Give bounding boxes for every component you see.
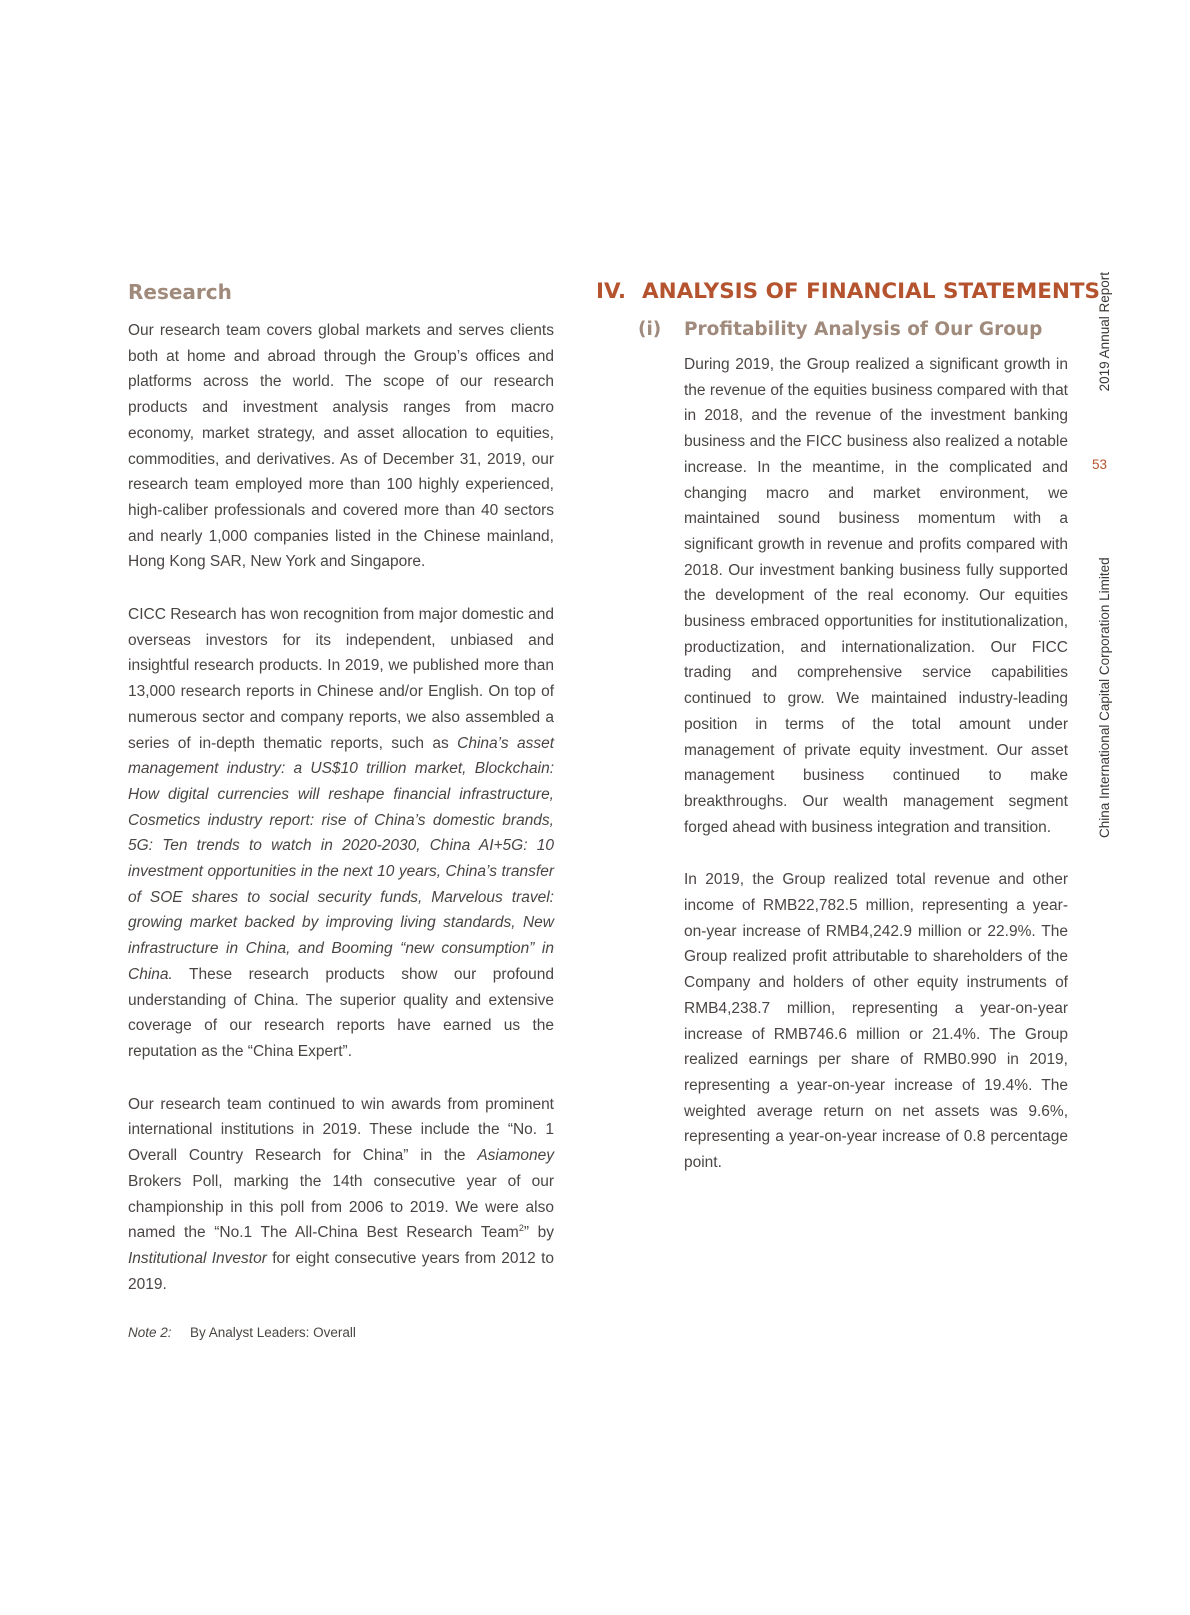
p3-text-d: for eight consecutive years from 2012 to 2019. xyxy=(128,1249,554,1293)
report-title: 2019 Annual Report xyxy=(1097,272,1112,392)
research-paragraph-1: Our research team covers global markets and serves clients both at home and abroad through the Group’s offices and platforms across the world. The scope of our research products and investment analysis ranges from macro economy, market strategy, and asset allocation to equities, commodities, and derivatives. As of December 31, 2019, our research team employed more than 100 highly experienced, high-caliber professionals and covered more than 40 sectors and nearly 1,000 companies listed in the Chinese mainland, Hong Kong SAR, New York and Singapore. xyxy=(128,322,554,571)
side-running-header xyxy=(1094,272,1116,852)
p2-report-titles: China’s asset management industry: a US$10 trillion market, Blockchain: How digital currencies will reshape financial infrastructure, Cosmetics industry report: rise of China’s domestic brands, 5G: Ten trends to watch in 2020-2030, China AI+5G: 10 investment opportunities in the next 10 years, China’s transfer of SOE shares to social security funds, Marvelous travel: growing market backed by improving living standards, New infrastructure in China, and Booming “new consumption” in China. xyxy=(128,734,555,983)
page-number: 53 xyxy=(1092,457,1108,472)
company-name: China International Capital Corporation Limited xyxy=(1097,557,1112,838)
p3-text-b: Brokers Poll, marking the 14th consecutive year of our championship in this poll from 2006 to 2019. We were also named the “No.1 The All-China Best Research Team xyxy=(128,1172,554,1242)
p2-outro: These research products show our profound understanding of China. The superior quality and extensive coverage of our research reports have earned us the reputation as the “China Expert”. xyxy=(128,965,554,1060)
footnote xyxy=(128,1324,554,1342)
subsection-heading xyxy=(596,318,1068,342)
footnote-label: Note 2: xyxy=(128,1325,172,1341)
section-number: IV. xyxy=(596,279,627,304)
footnote-ref: 2 xyxy=(518,1223,524,1234)
section-heading xyxy=(596,279,1101,304)
left-column xyxy=(128,280,554,1342)
profitability-paragraph-1: During 2019, the Group realized a significant growth in the revenue of the equities business compared with that in 2018, and the revenue of the investment banking business and the FICC business also realized a notable increase. In the meantime, in the complicated and changing macro and market environment, we maintained sound business momentum with a significant growth in revenue and profits compared with 2018. Our investment banking business fully supported the development of the real economy. Our equities business embraced opportunities for institutionalization, productization, and internationalization. Our FICC trading and comprehensive service capabilities continued to grow. We maintained industry-leading position in terms of the total amount under management of private equity investment. Our asset management business continued to make breakthroughs. Our wealth management segment forged ahead with business integration and transition. xyxy=(684,356,1068,836)
research-paragraph-3 xyxy=(128,1092,554,1298)
research-heading: Research xyxy=(128,280,232,304)
subsection-title: Profitability Analysis of Our Group xyxy=(684,319,1043,340)
p3-text-c: ” by xyxy=(523,1224,555,1242)
research-paragraph-2 xyxy=(128,602,554,1065)
p3-text-a: Our research team continued to win awards from prominent international institutions in 2019. These include the “No. 1 Overall Country Research for China” in the xyxy=(128,1095,554,1165)
section-title: ANALYSIS OF FINANCIAL STATEMENTS xyxy=(642,279,1101,304)
subsection-body xyxy=(684,352,1068,1176)
side-text xyxy=(1094,272,1116,852)
profitability-paragraph-2: In 2019, the Group realized total revenue and other income of RMB22,782.5 million, representing a year-on-year increase of RMB4,242.9 million or 22.9%. The Group realized profit attributable to shareholders of the Company and holders of other equity instruments of RMB4,238.7 million, representing a year-on-year increase of RMB746.6 million or 21.4%. The Group realized earnings per share of RMB0.990 in 2019, representing a year-on-year increase of 19.4%. The weighted average return on net assets was 9.6%, representing a year-on-year increase of 0.8 percentage point. xyxy=(684,871,1068,1172)
footnote-text: By Analyst Leaders: Overall xyxy=(190,1325,356,1341)
p3-asiamoney: Asiamoney xyxy=(477,1147,554,1165)
p2-intro: CICC Research has won recognition from major domestic and overseas investors for its independent, unbiased and insightful research products. In 2019, we published more than 13,000 research reports in Chinese and/or English. On top of numerous sector and company reports, we also assembled a series of in-depth thematic reports, such as xyxy=(128,606,554,752)
subsection-number: (i) xyxy=(638,319,662,340)
p3-institutional-investor: Institutional Investor xyxy=(128,1249,267,1267)
